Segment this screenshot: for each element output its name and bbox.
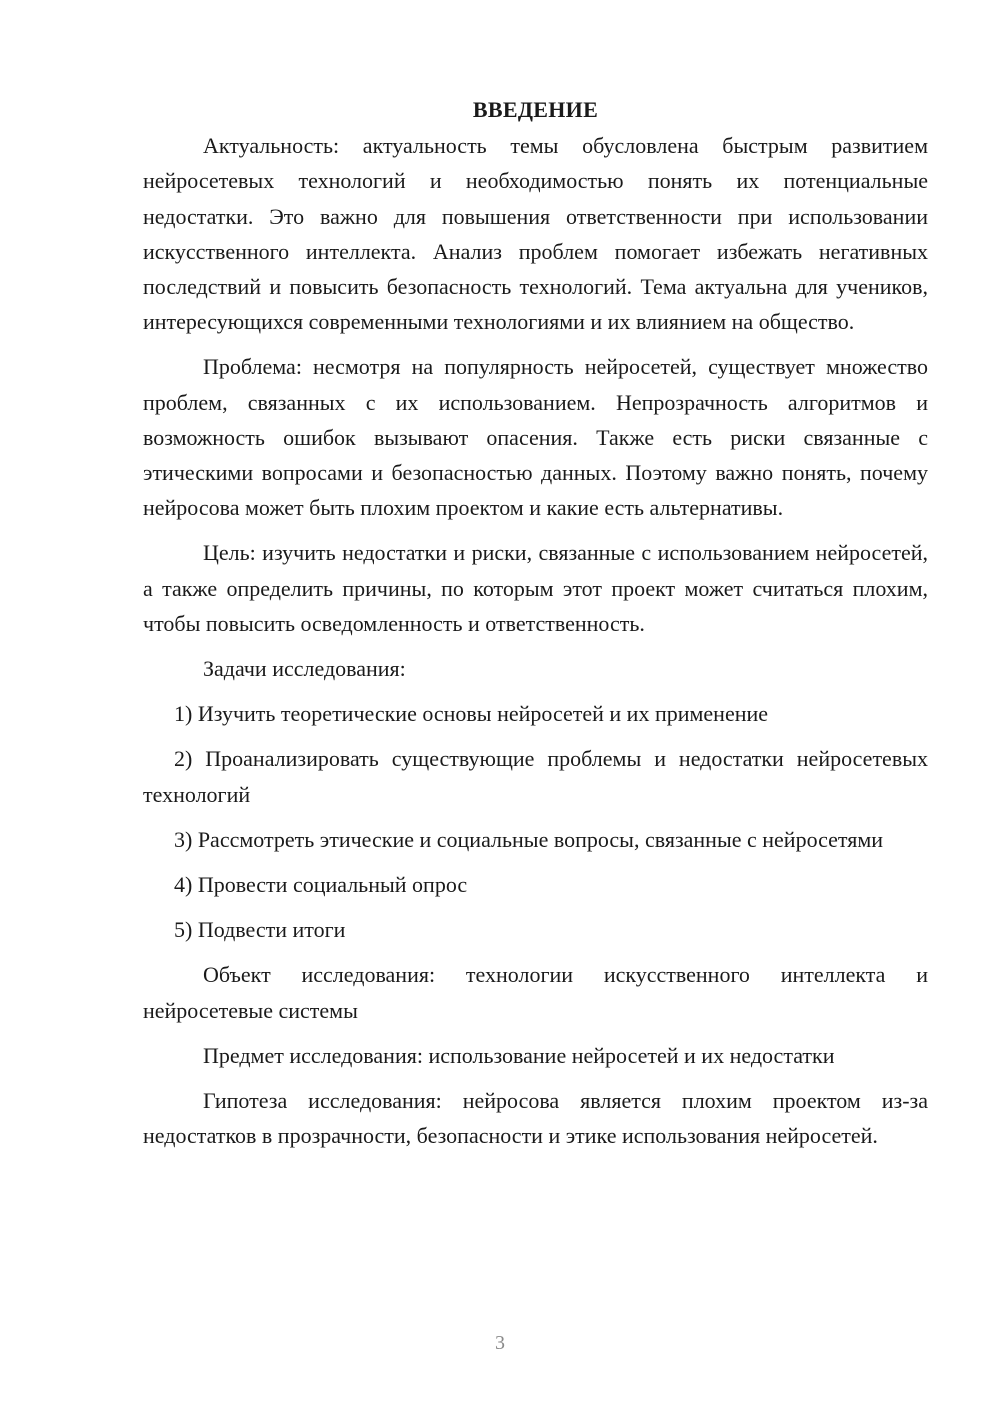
paragraph-relevance: Актуальность: актуальность темы обусловлена быстрым развитием нейросетевых технологий и необходимостью понять их потенциальные недостатки. Это важно для повышения ответственности при использовании искусственного интеллекта. Анализ проблем помогает избежать негативных последствий и повысить безопасность технологий. Тема актуальна для учеников, интересующихся современными технологиями и их влиянием на общество.: [143, 133, 928, 335]
task-item-3: 3) Рассмотреть этические и социальные вопросы, связанные с нейросетями: [174, 826, 884, 852]
task-item-5: 5) Подвести итоги: [174, 917, 346, 943]
paragraph-hypothesis: Гипотеза исследования: нейросова является плохим проектом из-за недостатков в прозрачности, безопасности и этике использования нейросетей.: [143, 1088, 928, 1149]
tasks-heading: Задачи исследования:: [203, 656, 406, 682]
paragraph-problem: Проблема: несмотря на популярность нейросетей, существует множество проблем, связанных с их использованием. Непрозрачность алгоритмов и возможность ошибок вызывают опасения. Также есть риски связанные с этическими вопросами и безопасностью данных. Поэтому важно понять, почему нейросова может быть плохим проектом и какие есть альтернативы.: [143, 354, 928, 521]
paragraph-object: Объект исследования: технологии искусственного интеллекта и нейросетевые системы: [143, 962, 928, 1023]
section-title: ВВЕДЕНИЕ: [472, 97, 599, 122]
task-item-2: 2) Проанализировать существующие проблемы и недостатки нейросетевых технологий: [143, 746, 928, 807]
page-number: 3: [495, 1332, 505, 1354]
paragraph-subject: Предмет исследования: использование нейросетей и их недостатки: [203, 1042, 835, 1068]
document-page: [143, 92, 928, 1163]
task-item-4: 4) Провести социальный опрос: [174, 872, 468, 898]
paragraph-goal: Цель: изучить недостатки и риски, связанные с использованием нейросетей, а также определить причины, по которым этот проект может считаться плохим, чтобы повысить осведомленность и ответственность.: [143, 540, 928, 636]
task-item-1: 1) Изучить теоретические основы нейросетей и их применение: [174, 701, 769, 727]
